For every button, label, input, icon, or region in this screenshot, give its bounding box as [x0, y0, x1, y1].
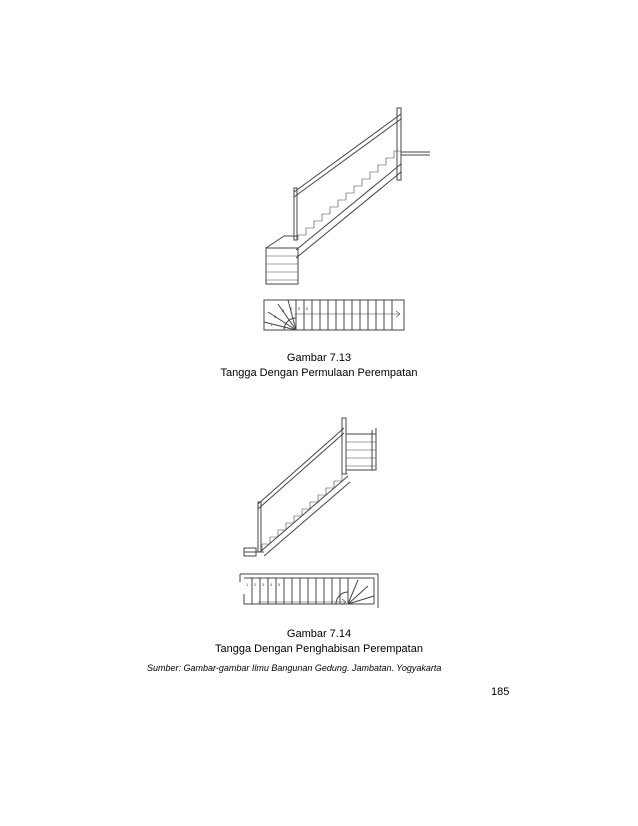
figure1-number: Gambar 7.13	[286, 352, 352, 364]
figure2-plan-drawing	[238, 568, 388, 612]
svg-text:1: 1	[246, 582, 249, 587]
svg-text:3: 3	[262, 582, 265, 587]
svg-text:4: 4	[290, 306, 293, 311]
figure2-title: Tangga Dengan Penghabisan Perempatan	[215, 643, 423, 655]
svg-text:5: 5	[298, 306, 301, 311]
svg-text:5: 5	[278, 582, 281, 587]
figure1-plan-drawing	[260, 296, 420, 336]
figure1-title: Tangga Dengan Permulaan Perempatan	[220, 367, 418, 379]
figure1-elevation-drawing	[258, 100, 438, 290]
figure2-elevation-drawing	[238, 416, 388, 561]
figure2-number: Gambar 7.14	[286, 628, 352, 640]
svg-text:6: 6	[306, 306, 309, 311]
source-citation: Sumber: Gambar-gambar Ilmu Bangunan Gedung. Jambatan. Yogyakarta	[147, 663, 442, 673]
page-number: 185	[491, 686, 510, 698]
svg-text:2: 2	[254, 582, 257, 587]
svg-text:4: 4	[270, 582, 273, 587]
svg-text:2: 2	[274, 314, 277, 319]
svg-text:3: 3	[282, 308, 285, 313]
svg-text:1: 1	[270, 322, 273, 327]
